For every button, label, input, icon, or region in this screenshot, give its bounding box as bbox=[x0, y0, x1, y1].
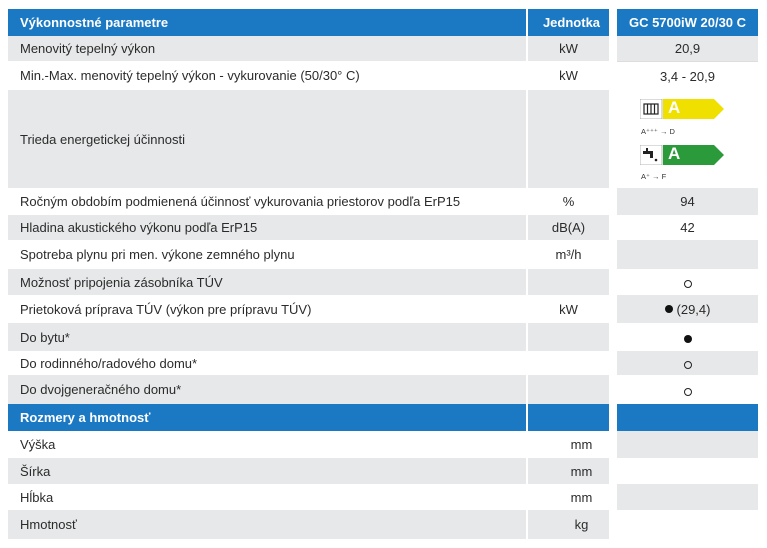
section-header-unit bbox=[528, 404, 609, 431]
energy-class-letter: A bbox=[668, 144, 681, 163]
row-value: 94 bbox=[617, 188, 758, 215]
row-value bbox=[617, 295, 758, 323]
row-value bbox=[617, 269, 758, 295]
row-label: Do dvojgeneračného domu* bbox=[8, 375, 526, 404]
row-label: Prietoková príprava TÚV (výkon pre prípravu TÚV) bbox=[8, 295, 526, 323]
row-label: Spotreba plynu pri men. výkone zemného plynu bbox=[8, 240, 526, 269]
row-value bbox=[617, 240, 758, 269]
row-value-text: (29,4) bbox=[676, 301, 711, 317]
row-label: Trieda energetickej účinnosti bbox=[8, 90, 526, 188]
row-label: Do bytu* bbox=[8, 323, 526, 351]
row-unit: m³/h bbox=[528, 240, 609, 269]
row-unit: mm bbox=[528, 458, 609, 484]
row-unit: dB(A) bbox=[528, 215, 609, 240]
energy-class-letter: A bbox=[668, 98, 681, 117]
row-unit: kg bbox=[528, 510, 609, 539]
row-label: Hĺbka bbox=[8, 484, 526, 510]
standard-dot-icon bbox=[684, 335, 692, 343]
unit-column-header: Jednotka bbox=[528, 9, 609, 36]
row-label: Výška bbox=[8, 431, 526, 458]
row-unit: mm bbox=[528, 484, 609, 510]
row-unit bbox=[528, 375, 609, 404]
row-label: Možnosť pripojenia zásobníka TÚV bbox=[8, 269, 526, 295]
row-value bbox=[617, 323, 758, 351]
row-unit bbox=[528, 269, 609, 295]
row-value bbox=[617, 484, 758, 510]
row-value: 42 bbox=[617, 215, 758, 240]
row-unit bbox=[528, 323, 609, 351]
optional-circle-icon bbox=[684, 280, 692, 288]
section-title-dimensions: Rozmery a hmotnosť bbox=[8, 404, 526, 431]
row-label: Min.-Max. menovitý tepelný výkon - vykurovanie (50/30° C) bbox=[8, 61, 526, 90]
row-value bbox=[617, 351, 758, 375]
row-value: 20,9 bbox=[617, 36, 758, 61]
row-value bbox=[617, 431, 758, 458]
row-value bbox=[617, 510, 758, 539]
section-title-performance: Výkonnostné parametre bbox=[8, 9, 526, 36]
row-unit: kW bbox=[528, 36, 609, 61]
row-label: Menovitý tepelný výkon bbox=[8, 36, 526, 61]
row-value: 3,4 - 20,9 bbox=[617, 61, 758, 90]
model-column-header: GC 5700iW 20/30 C bbox=[617, 9, 758, 36]
optional-circle-icon bbox=[684, 388, 692, 396]
row-label: Hmotnosť bbox=[8, 510, 526, 539]
row-unit bbox=[528, 351, 609, 375]
row-label: Do rodinného/radového domu* bbox=[8, 351, 526, 375]
row-label: Šírka bbox=[8, 458, 526, 484]
row-label: Ročným obdobím podmienená účinnosť vykurovania priestorov podľa ErP15 bbox=[8, 188, 526, 215]
row-unit: kW bbox=[528, 295, 609, 323]
section-header-model bbox=[617, 404, 758, 431]
row-unit bbox=[528, 90, 609, 188]
standard-dot-icon bbox=[665, 305, 673, 313]
row-value bbox=[617, 458, 758, 484]
row-value bbox=[617, 375, 758, 404]
row-unit: mm bbox=[528, 431, 609, 458]
row-unit: kW bbox=[528, 61, 609, 90]
energy-label-heating bbox=[640, 99, 724, 119]
energy-scale-text: A⁺ → F bbox=[641, 172, 667, 181]
energy-scale-text: A⁺⁺⁺ → D bbox=[641, 127, 675, 136]
row-label: Hladina akustického výkonu podľa ErP15 bbox=[8, 215, 526, 240]
optional-circle-icon bbox=[684, 361, 692, 369]
energy-label-hot-water bbox=[640, 145, 724, 165]
row-unit: % bbox=[528, 188, 609, 215]
